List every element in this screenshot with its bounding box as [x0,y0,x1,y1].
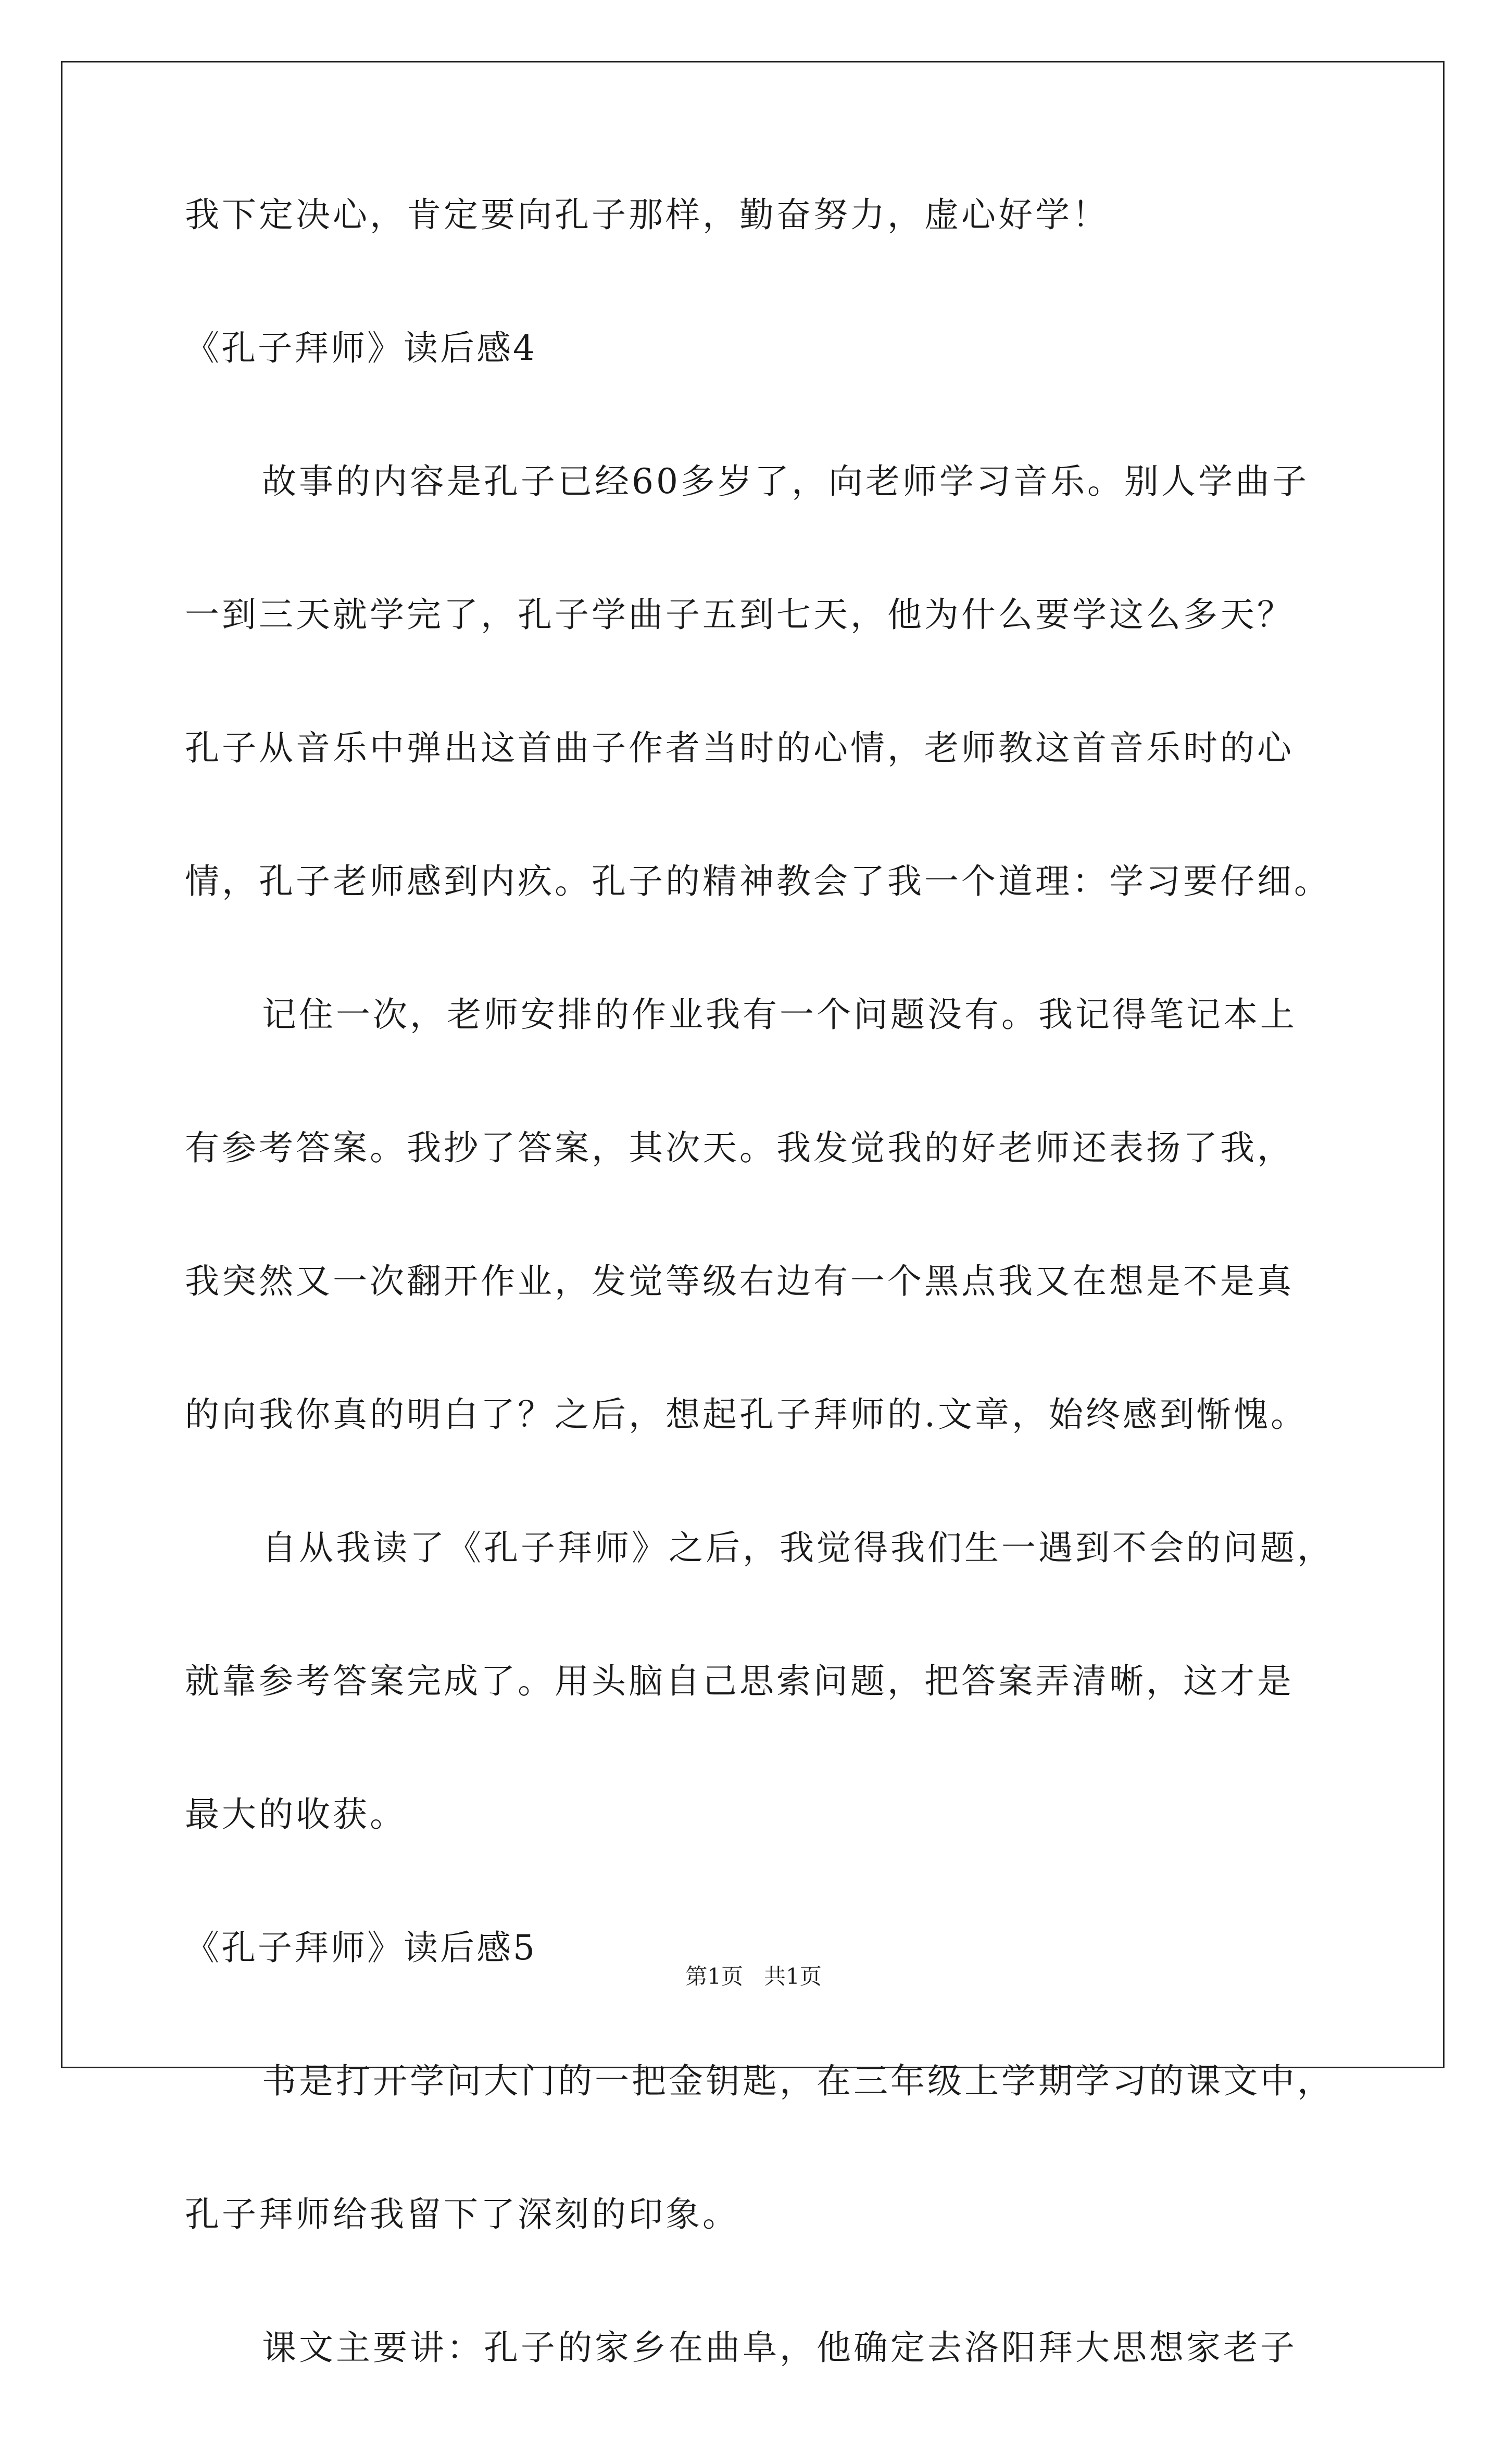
paragraph-line: 孔子拜师给我留下了深刻的印象。 [185,2194,739,2234]
page-number-footer: 第1页 共1页 [685,1964,822,1989]
paragraph-line: 孔子从音乐中弹出这首曲子作者当时的心情，老师教这首音乐时的心 [185,728,1294,768]
text-line: 我下定决心，肯定要向孔子那样，勤奋努力，虚心好学！ [185,195,1109,235]
paragraph-line: 一到三天就学完了，孔子学曲子五到七天，他为什么要学这么多天？ [185,595,1294,635]
section-heading: 《孔子拜师》读后感5 [185,1928,537,1968]
paragraph-line: 课文主要讲：孔子的家乡在曲阜，他确定去洛阳拜大思想家老子 [262,2328,1297,2368]
paragraph-line: 情，孔子老师感到内疚。孔子的精神教会了我一个道理：学习要仔细。 [185,861,1331,901]
paragraph-line: 我突然又一次翻开作业，发觉等级右边有一个黑点我又在想是不是真 [185,1261,1294,1301]
paragraph-line: 记住一次，老师安排的作业我有一个问题没有。我记得笔记本上 [262,995,1297,1035]
paragraph-line: 有参考答案。我抄了答案，其次天。我发觉我的好老师还表扬了我， [185,1128,1294,1168]
paragraph-line: 自从我读了《孔子拜师》之后，我觉得我们生一遇到不会的问题， [262,1528,1334,1568]
paragraph-line: 的向我你真的明白了？之后，想起孔子拜师的.文章，始终感到惭愧。 [185,1394,1308,1435]
paragraph-line: 就靠参考答案完成了。用头脑自己思索问题，把答案弄清晰，这才是 [185,1661,1294,1701]
paragraph-line: 故事的内容是孔子已经60多岁了，向老师学习音乐。别人学曲子 [262,461,1309,501]
document-body [185,195,1334,2464]
paragraph-line: 最大的收获。 [185,1794,407,1834]
paragraph-line: 书是打开学问大门的一把金钥匙，在三年级上学期学习的课文中， [262,2061,1334,2101]
section-heading: 《孔子拜师》读后感4 [185,328,537,368]
